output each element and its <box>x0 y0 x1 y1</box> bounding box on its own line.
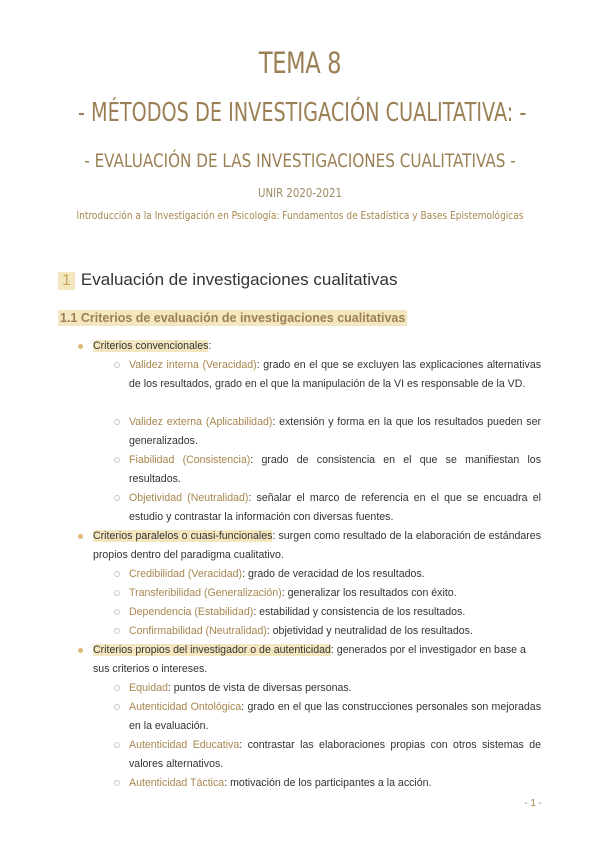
bullet-icon <box>78 534 83 539</box>
list-item: Confirmabilidad (Neutralidad): objetividad y neutralidad de los resultados. <box>129 622 541 641</box>
list-item: Objetividad (Neutralidad): señalar el marco de referencia en el que se encuadra el estudio y contrastar la información con diversas fuentes. <box>129 489 541 527</box>
document-title: TEMA 8 <box>258 46 342 80</box>
list-item: Autenticidad Ontológica: grado en el que las construcciones personales son mejoradas en la evaluación. <box>129 698 541 736</box>
bullet-icon <box>114 495 120 501</box>
bullet-icon <box>114 362 120 368</box>
section-heading <box>58 270 397 290</box>
section-number: 1 <box>58 272 75 290</box>
bullet-icon <box>114 609 120 615</box>
document-subtitle-1: - MÉTODOS DE INVESTIGACIÓN CUALITATIVA: - <box>78 98 527 128</box>
bullet-icon <box>114 685 120 691</box>
page-number: - 1 - <box>524 798 542 809</box>
subsection-title: Criterios de evaluación de investigaciones cualitativas <box>80 311 406 325</box>
bullet-icon <box>114 628 120 634</box>
bullet-icon <box>114 704 120 710</box>
bullet-icon <box>78 648 83 653</box>
list-item: Criterios paralelos o cuasi-funcionales: surgen como resultado de la elaboración de estándares propios dentro del paradigma cualitativo. <box>93 527 541 565</box>
bullet-icon <box>78 344 83 349</box>
subsection-heading <box>58 311 407 325</box>
list-item: Transferibilidad (Generalización): generalizar los resultados con éxito. <box>129 584 541 603</box>
subsection-number: 1.1 <box>60 311 78 325</box>
course-label: Introducción a la Investigación en Psicología: Fundamentos de Estadística y Bases Epistemológicas <box>76 209 524 222</box>
list-item: Validez externa (Aplicabilidad): extensión y forma en la que los resultados pueden ser generalizados. <box>129 413 541 451</box>
group-label: Criterios propios del investigador o de autenticidad <box>93 644 331 656</box>
list-item: Credibilidad (Veracidad): grado de veracidad de los resultados. <box>129 565 541 584</box>
document-subtitle-2: - EVALUACIÓN DE LAS INVESTIGACIONES CUALITATIVAS - <box>84 150 516 172</box>
bullet-icon <box>114 571 120 577</box>
bullet-icon <box>114 780 120 786</box>
list-item: Dependencia (Estabilidad): estabilidad y consistencia de los resultados. <box>129 603 541 622</box>
bullet-icon <box>114 742 120 748</box>
institution-label: UNIR 2020-2021 <box>257 186 343 200</box>
bullet-icon <box>114 419 120 425</box>
group-label: Criterios paralelos o cuasi-funcionales <box>93 530 273 542</box>
list-item: Criterios convencionales: <box>93 337 541 356</box>
list-item: Fiabilidad (Consistencia): grado de consistencia en el que se manifiestan los resultados. <box>129 451 541 489</box>
list-item: Equidad: puntos de vista de diversas personas. <box>129 679 541 698</box>
list-item: Autenticidad Educativa: contrastar las elaboraciones propias con otros sistemas de valores alternativos. <box>129 736 541 774</box>
group-label: Criterios convencionales <box>93 340 209 352</box>
list-item: Criterios propios del investigador o de autenticidad: generados por el investigador en base a sus criterios o intereses. <box>93 641 541 679</box>
section-title: Evaluación de investigaciones cualitativas <box>80 270 398 289</box>
bullet-icon <box>114 590 120 596</box>
bullet-icon <box>114 457 120 463</box>
list-item: Autenticidad Táctica: motivación de los participantes a la acción. <box>129 774 541 793</box>
list-item: Validez interna (Veracidad): grado en el que se excluyen las explicaciones alternativas de los resultados, grado en el que la manipulación de la VI es responsable de la VD. <box>129 356 541 394</box>
